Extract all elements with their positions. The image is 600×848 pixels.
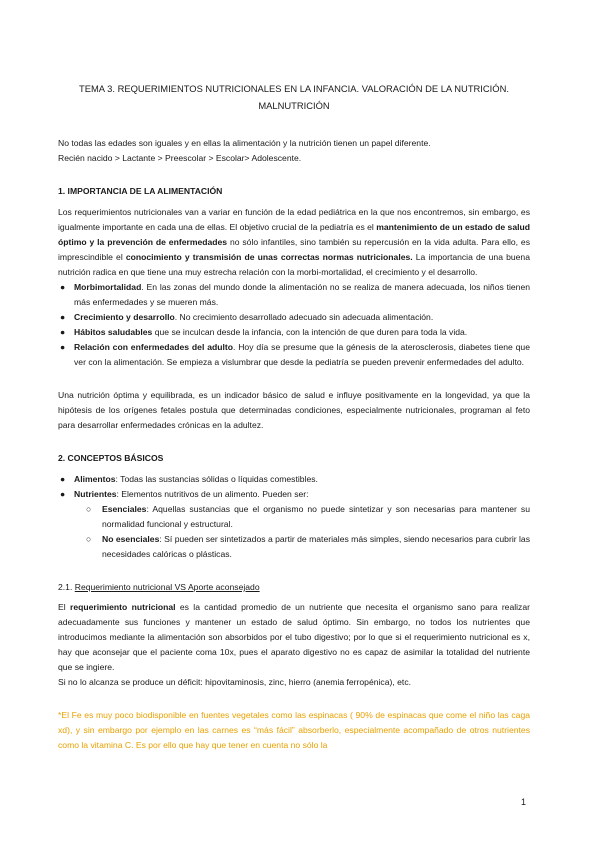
text-run: Los requerimientos nutricionales van a variar en función de la edad pediátrica en la que nos encontremos, sin embargo, es igualmente importante en cada una de ellas. El objetivo crucial de la pediatría es el: [58, 207, 530, 232]
section-1-heading: 1. IMPORTANCIA DE LA ALIMENTACIÓN: [58, 186, 223, 196]
section-2-heading: 2. CONCEPTOS BÁSICOS: [58, 453, 164, 463]
title-line-1: TEMA 3. REQUERIMIENTOS NUTRICIONALES EN LA INFANCIA. VALORACIÓN DE LA NUTRICIÓN.: [79, 83, 509, 94]
bold-run: Nutrientes: [74, 489, 117, 499]
list-item: [58, 325, 530, 340]
section-2-1-paragraph-1: [58, 600, 530, 675]
list-item: [58, 310, 530, 325]
list-item: [58, 532, 530, 562]
bold-run: requerimiento nutricional: [69, 602, 176, 612]
text-run: : Elementos nutritivos de un alimento. Pueden ser:: [116, 489, 309, 499]
bold-run: Morbimortalidad: [74, 282, 142, 292]
text-run: no sólo infantiles, sino también su repercusión en la vida adulta. Para ello, es imprescindible el: [58, 237, 530, 262]
bold-run: conocimiento y transmisión de unas correctas normas nutricionales.: [125, 252, 413, 262]
bullet-icon: ●: [60, 474, 66, 484]
bold-run: Hábitos saludables: [74, 327, 153, 337]
text-run: : Sí pueden ser sintetizados a partir de materiales más simples, siendo necesarios para cubrir las necesidades calóricas o plásticas.: [102, 534, 530, 559]
list-item: [58, 472, 530, 487]
list-item: [58, 280, 530, 310]
circle-bullet-icon: ○: [86, 504, 92, 514]
bold-run: Alimentos: [74, 474, 116, 484]
section-1-bullet-list: [58, 280, 530, 370]
bold-run: No esenciales: [102, 534, 160, 544]
text-run: : Aquellas sustancias que el organismo no puede sintetizar y son necesarias para mantener su normalidad funcional y estructural.: [102, 504, 530, 529]
text-run: es la cantidad promedio de un nutriente que necesita el organismo sano para realizar adecuadamente sus funciones y mantener un estado de salud óptimo. Sin embargo, no todos los nutrientes que introducimos mediante la alimentación son absorbidos por el tubo digestivo; por lo que si el requerimiento nutricional es x, hay que aconsejar que el paciente coma 10x, pues el aparato digestivo no es capaz de asimilar la totalidad del nutriente que se ingiere.: [58, 602, 530, 672]
section-1-paragraph-2: Una nutrición óptima y equilibrada, es un indicador básico de salud e influye positivamente en la longevidad, ya que la hipótesis de los orígenes fetales postula que determinadas condiciones, especialmente nutricionales, programan al feto para desarrollar enfermedades crónicas en la adultez.: [58, 390, 530, 430]
text-run: El: [58, 602, 70, 612]
text-run: . No crecimiento desarrollado adecuado sin adecuada alimentación.: [174, 312, 434, 322]
document-title: [58, 80, 530, 114]
section-2-bullet-list: [58, 472, 530, 502]
circle-bullet-icon: ○: [86, 534, 92, 544]
nutrient-sub-list: [58, 502, 530, 562]
text-run: . Hoy día se presume que la génesis de la aterosclerosis, diabetes tiene que ver con la alimentación. Se empieza a vislumbrar que desde la pediatría se pueden prevenir enfermedades del adulto.: [74, 342, 530, 367]
page-content: [58, 80, 530, 753]
bold-run: Crecimiento y desarrollo: [74, 312, 175, 322]
title-line-2: MALNUTRICIÓN: [258, 100, 330, 111]
bullet-icon: ●: [60, 312, 66, 322]
bullet-icon: ●: [60, 342, 66, 352]
iron-note: *El Fe es muy poco biodisponible en fuentes vegetales como las espinacas ( 90% de espinacas que come el niño las caga xd), y sin embargo por ejemplo en las carnes es “más fácil” absorberlo, especialmente acompañado de otros nutrientes como la vitamina C. Es por ello que hay que tener en cuenta no sólo la: [58, 710, 530, 750]
bold-run: Relación con enfermedades del adulto: [74, 342, 233, 352]
text-run: La importancia de una buena nutrición radica en que tiene una muy estrecha relación con la morbi-mortalidad, el crecimiento y el desarrollo.: [58, 252, 530, 277]
list-item: [58, 502, 530, 532]
intro-line-1: No todas las edades son iguales y en ellas la alimentación y la nutrición tienen un papel diferente.: [58, 138, 431, 148]
bullet-icon: ●: [60, 327, 66, 337]
section-2-1-paragraph-2: Si no lo alcanza se produce un déficit: hipovitaminosis, zinc, hierro (anemia ferropénica), etc.: [58, 677, 411, 687]
page-number: 1: [521, 797, 527, 807]
bold-run: Esenciales: [102, 504, 147, 514]
section-number: 2.1.: [58, 582, 75, 592]
bold-run: mantenimiento de un estado de salud óptimo y la prevención de enfermedades: [58, 222, 530, 247]
text-run: : Todas las sustancias sólidas o líquidas comestibles.: [115, 474, 318, 484]
section-2-1-heading: [58, 580, 530, 595]
list-item: [58, 487, 530, 502]
text-run: que se inculcan desde la infancia, con la intención de que duren para toda la vida.: [152, 327, 468, 337]
text-run: . En las zonas del mundo donde la alimentación no se realiza de manera adecuada, los niños tienen más enfermedades y se mueren más.: [74, 282, 530, 307]
bullet-icon: ●: [60, 489, 66, 499]
list-item: [58, 340, 530, 370]
bullet-icon: ●: [60, 282, 66, 292]
intro-line-2: Recién nacido > Lactante > Preescolar > Escolar> Adolescente.: [58, 153, 302, 163]
section-1-paragraph-1: [58, 205, 530, 280]
section-title: Requerimiento nutricional VS Aporte aconsejado: [74, 582, 260, 592]
